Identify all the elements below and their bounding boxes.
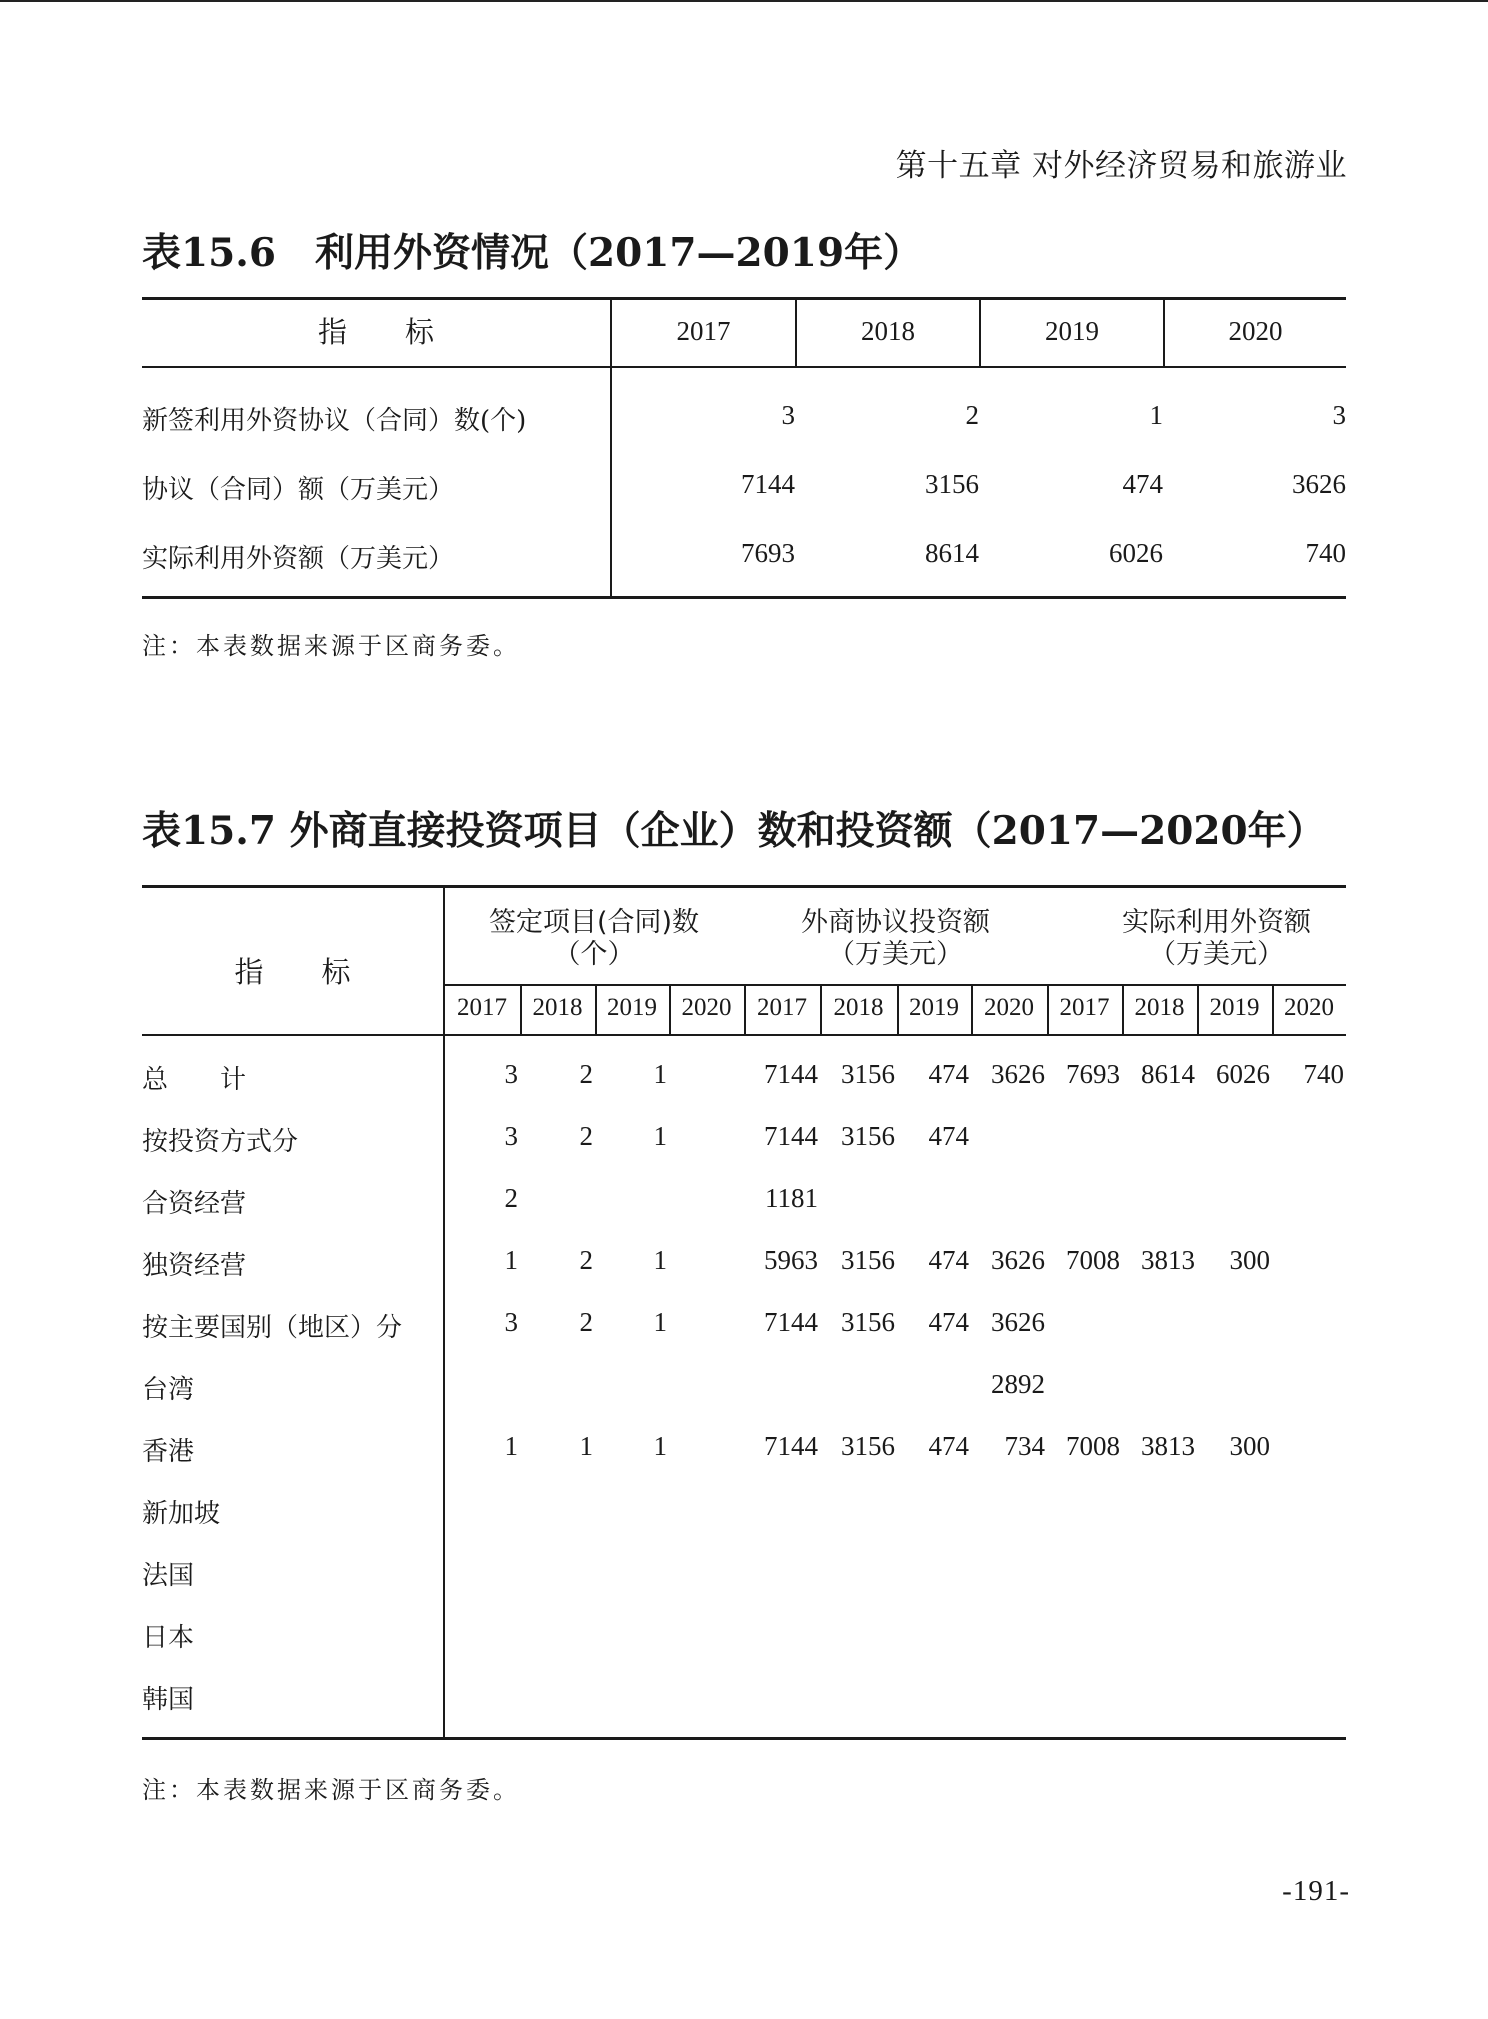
cell-value: 7144 [741, 469, 795, 499]
cell-value: 2 [579, 1245, 593, 1275]
cell-value: 740 [1305, 538, 1346, 568]
cell-value: 3813 [1141, 1245, 1195, 1275]
cell-value: 1 [653, 1059, 667, 1089]
cell-value: 1 [653, 1121, 667, 1151]
row-label: 日本 [142, 1623, 195, 1653]
cell-value: 474 [928, 1431, 969, 1461]
cell-value: 3626 [991, 1059, 1045, 1089]
table2-group-rule [444, 984, 1346, 986]
row-label: 协议（合同）额（万美元） [142, 475, 455, 505]
table2-year-header: 2020 [1284, 994, 1334, 1021]
table2-year-header: 2017 [1059, 994, 1110, 1021]
cell-value: 3156 [925, 469, 979, 499]
cell-value: 1 [1149, 400, 1163, 430]
group-header-unit: （个） [553, 939, 635, 970]
cell-value: 2892 [991, 1369, 1045, 1399]
table2-year-header: 2018 [833, 994, 884, 1021]
cell-value: 3 [504, 1059, 518, 1089]
group-header-line: 外商协议投资额 [801, 907, 990, 938]
cell-value: 1 [579, 1431, 593, 1461]
cell-value: 3156 [841, 1431, 895, 1461]
row-label: 独资经营 [142, 1251, 247, 1281]
row-label: 总 计 [142, 1065, 247, 1095]
cell-value: 3626 [1292, 469, 1346, 499]
table1-year-header: 2017 [676, 316, 731, 346]
cell-value: 7693 [1066, 1059, 1120, 1089]
table1-year-header: 2018 [861, 316, 915, 346]
row-label: 香港 [142, 1437, 195, 1467]
cell-value: 300 [1229, 1245, 1270, 1275]
cell-value: 3156 [841, 1245, 895, 1275]
cell-value: 3156 [841, 1121, 895, 1151]
cell-value: 2 [579, 1307, 593, 1337]
table2-year-header: 2017 [757, 994, 807, 1021]
group-header-line: 实际利用外资额 [1122, 907, 1311, 938]
group-header-actual-investment [1047, 907, 1346, 971]
cell-value: 8614 [925, 538, 979, 568]
row-label: 合资经营 [142, 1189, 247, 1219]
cell-value: 1 [653, 1307, 667, 1337]
cell-value: 3 [1332, 400, 1346, 430]
table2-year-header: 2020 [984, 994, 1034, 1021]
table1-year-header: 2019 [1045, 316, 1099, 346]
cell-value: 7144 [764, 1431, 818, 1461]
row-label: 实际利用外资额（万美元） [142, 544, 455, 574]
row-label: 新加坡 [142, 1499, 221, 1529]
cell-value: 6026 [1109, 538, 1163, 568]
cell-value: 740 [1303, 1059, 1344, 1089]
table2-year-header: 2019 [607, 994, 657, 1021]
cell-value: 3 [504, 1121, 518, 1151]
cell-value: 3156 [841, 1059, 895, 1089]
cell-value: 7144 [764, 1059, 818, 1089]
cell-value: 2 [579, 1059, 593, 1089]
cell-value: 474 [928, 1059, 969, 1089]
cell-value: 1 [504, 1245, 518, 1275]
table1-indicator-header: 指 标 [317, 315, 434, 349]
cell-value: 7144 [764, 1307, 818, 1337]
group-header-contracts [444, 907, 744, 971]
table2-bottom-rule [142, 1737, 1346, 1740]
cell-value: 474 [1122, 469, 1163, 499]
table2-title: 表15.7 外商直接投资项目（企业）数和投资额（2017—2020年） [142, 808, 1326, 854]
cell-value: 1 [653, 1245, 667, 1275]
cell-value: 7693 [741, 538, 795, 568]
table1-bottom-rule [142, 596, 1346, 599]
row-label: 按主要国别（地区）分 [142, 1313, 403, 1343]
page-number: -191- [1282, 1875, 1350, 1907]
cell-value: 7008 [1066, 1245, 1120, 1275]
group-header-unit: （万美元） [1149, 939, 1284, 970]
cell-value: 1 [653, 1431, 667, 1461]
table2-year-header: 2017 [457, 994, 507, 1021]
cell-value: 474 [928, 1121, 969, 1151]
cell-value: 3 [504, 1307, 518, 1337]
cell-value: 7008 [1066, 1431, 1120, 1461]
cell-value: 7144 [764, 1121, 818, 1151]
chapter-header: 第十五章 对外经济贸易和旅游业 [895, 148, 1347, 184]
cell-value: 3813 [1141, 1431, 1195, 1461]
cell-value: 3626 [991, 1307, 1045, 1337]
cell-value: 2 [504, 1183, 518, 1213]
table2-year-header: 2019 [909, 994, 959, 1021]
table2-indicator-header: 指 标 [234, 955, 351, 989]
page-top-border [0, 0, 1488, 2]
row-label: 台湾 [142, 1375, 195, 1405]
cell-value: 1 [504, 1431, 518, 1461]
row-label: 新签利用外资协议（合同）数(个) [142, 406, 527, 436]
cell-value: 5963 [764, 1245, 818, 1275]
table1-header-rule [142, 366, 1346, 368]
cell-value: 734 [1004, 1431, 1045, 1461]
table2-year-header: 2020 [681, 994, 732, 1021]
group-header-line: 签定项目(合同)数 [488, 907, 700, 938]
cell-value: 3 [781, 400, 795, 430]
group-header-unit: （万美元） [828, 939, 963, 970]
table1-top-rule [142, 297, 1346, 300]
cell-value: 474 [928, 1307, 969, 1337]
table1-title: 表15.6 利用外资情况（2017—2019年） [142, 230, 923, 276]
table2-year-header: 2018 [532, 994, 583, 1021]
cell-value: 3626 [991, 1245, 1045, 1275]
cell-value: 300 [1229, 1431, 1270, 1461]
row-label: 韩国 [142, 1685, 195, 1715]
table2-top-rule [142, 885, 1346, 888]
cell-value: 6026 [1216, 1059, 1270, 1089]
group-header-agreed-investment [744, 907, 1047, 971]
row-label: 按投资方式分 [142, 1127, 299, 1157]
cell-value: 1181 [765, 1183, 818, 1213]
table2-note: 注：本表数据来源于区商务委。 [142, 1776, 520, 1804]
table1-note: 注：本表数据来源于区商务委。 [142, 632, 520, 660]
cell-value: 2 [579, 1121, 593, 1151]
cell-value: 8614 [1141, 1059, 1195, 1089]
row-label: 法国 [142, 1561, 195, 1591]
cell-value: 2 [965, 400, 979, 430]
table2-year-header: 2019 [1209, 994, 1260, 1021]
cell-value: 474 [928, 1245, 969, 1275]
cell-value: 3156 [841, 1307, 895, 1337]
table2-year-header: 2018 [1134, 994, 1185, 1021]
table1-year-header: 2020 [1228, 316, 1283, 346]
